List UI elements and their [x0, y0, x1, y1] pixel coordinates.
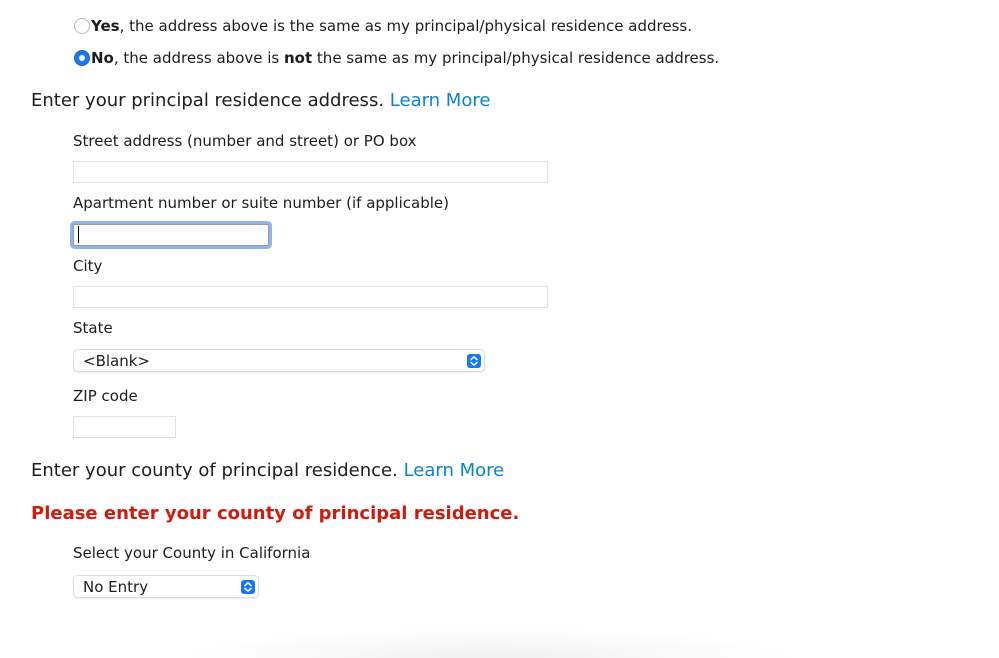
- principal-address-heading: Enter your principal residence address. Learn More: [31, 90, 491, 111]
- radio-no-label: No, the address above is not the same as my principal/physical residence address.: [91, 49, 720, 67]
- state-label: State: [73, 319, 113, 337]
- radio-option-no[interactable]: [74, 48, 719, 68]
- chevron-up-down-icon: [241, 580, 255, 594]
- county-select-value: No Entry: [83, 577, 149, 596]
- zip-code-input[interactable]: [73, 416, 176, 438]
- county-select[interactable]: [73, 575, 259, 598]
- street-address-label: Street address (number and street) or PO box: [73, 132, 417, 150]
- county-learn-more-link[interactable]: Learn More: [403, 460, 505, 481]
- apartment-number-input[interactable]: [73, 224, 269, 246]
- county-heading: Enter your county of principal residence. Learn More: [31, 460, 505, 481]
- radio-yes-button[interactable]: [74, 18, 90, 34]
- radio-yes-label: Yes, the address above is the same as my principal/physical residence address.: [91, 17, 692, 35]
- city-label: City: [73, 257, 103, 275]
- principal-address-learn-more-link[interactable]: Learn More: [389, 90, 491, 111]
- county-error-message: Please enter your county of principal residence.: [31, 503, 520, 524]
- state-select-value: <Blank>: [83, 351, 150, 370]
- street-address-input[interactable]: [73, 161, 548, 183]
- apartment-number-label: Apartment number or suite number (if applicable): [73, 194, 449, 212]
- chevron-up-down-icon: [467, 354, 481, 368]
- county-select-label: Select your County in California: [73, 544, 311, 562]
- zip-code-label: ZIP code: [73, 387, 138, 405]
- radio-no-button[interactable]: [74, 50, 90, 66]
- radio-option-yes[interactable]: [74, 16, 692, 36]
- city-input[interactable]: [73, 286, 548, 308]
- text-cursor: [78, 226, 79, 243]
- state-select[interactable]: [73, 349, 485, 372]
